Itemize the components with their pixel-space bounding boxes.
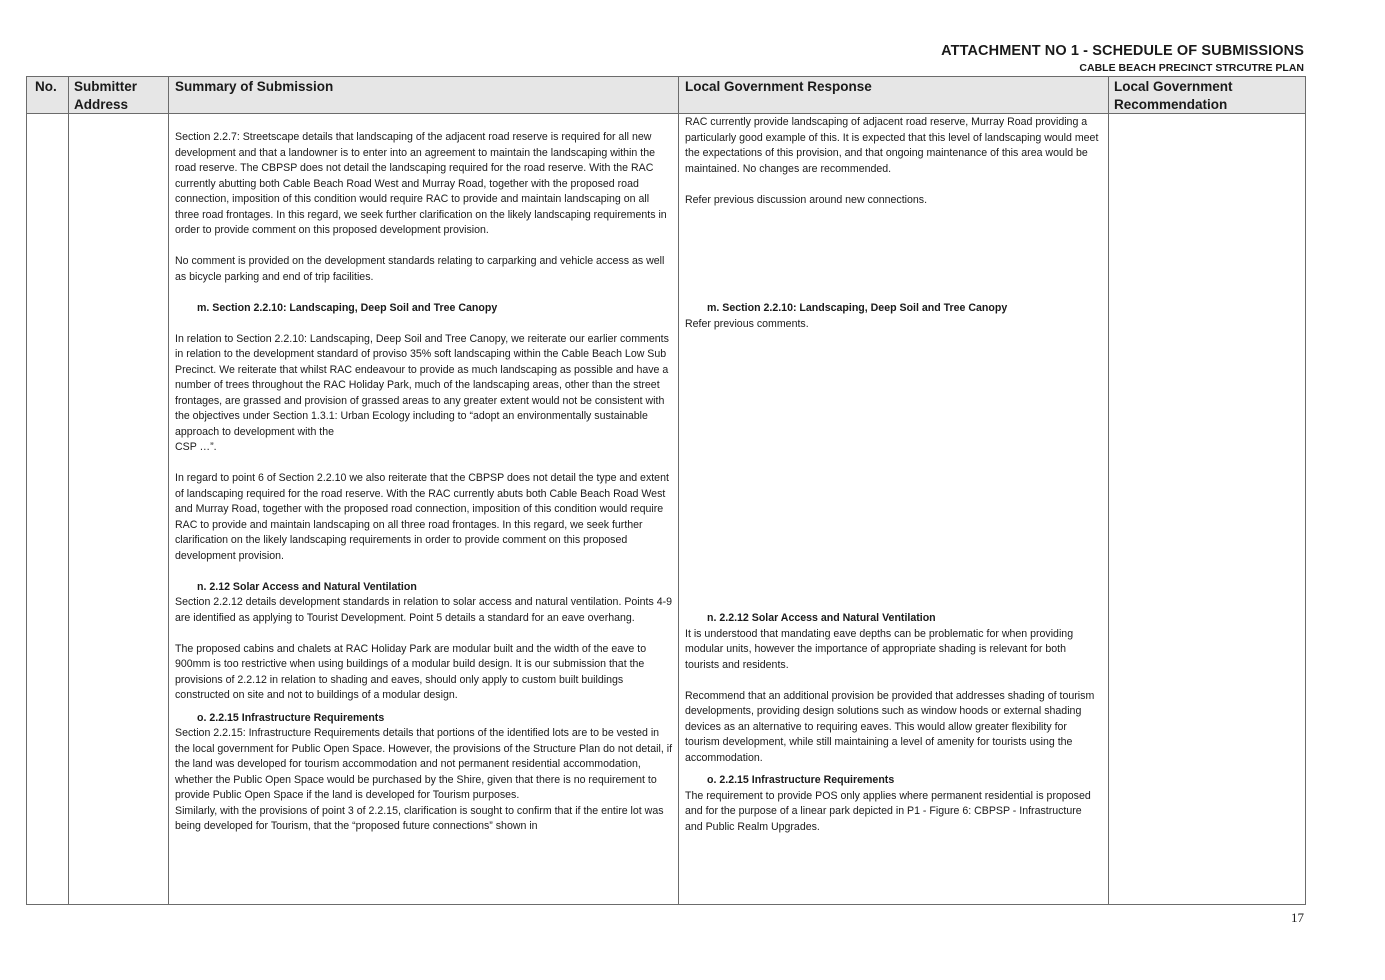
column-divider [68, 76, 69, 905]
plan-subtitle: CABLE BEACH PRECINCT STRCUTRE PLAN [1079, 62, 1304, 74]
summary-paragraph: In relation to Section 2.2.10: Landscaping, Deep Soil and Tree Canopy, we reiterate our earlier comments in relation to the development standard of proviso 35% soft landscaping within the Cable Beach Low Sub Precinct. We reiterate that whilst RAC endeavour to provide as much landscaping as possible and have a number of trees throughout the RAC Holiday Park, much of the landscaping areas, other than the street frontages, are grassed and provision of grassed areas to any greater extent would not be consistent with the objectives under Section 1.3.1: Urban Ecology including to “adopt an environmentally sustainable approach to development with the [175, 332, 669, 438]
summary-column [175, 130, 673, 835]
response-subheading: o. 2.2.15 Infrastructure Requirements [707, 774, 895, 786]
summary-paragraph: Section 2.2.12 details development standards in relation to solar access and natural ventilation. Points 4-9 are identified as applying to Tourist Development. Point 5 details a standard for an eave overhang. [175, 596, 673, 624]
table-right-border [1305, 76, 1306, 905]
summary-subheading: o. 2.2.15 Infrastructure Requirements [197, 711, 385, 724]
summary-subheading: m. Section 2.2.10: Landscaping, Deep Soil and Tree Canopy [197, 301, 498, 314]
summary-paragraph: Section 2.2.7: Streetscape details that landscaping of the adjacent road reserve is required for all new development and that a landowner is to enter into an agreement to maintain the landscaping within the road reserve. The CBPSP does not detail the landscaping required for the road reserve. With the RAC currently abutting both Cable Beach Road West and Murray Road, together with the proposed road connection, imposition of this condition would require RAC to provide and maintain landscaping on all three road frontages. In this regard, we seek further clarification on the likely landscaping requirements in order to provide comment on this proposed development provision. [175, 131, 667, 236]
summary-paragraph: In regard to point 6 of Section 2.2.10 we also reiterate that the CBPSP does not detail the type and extent of landscaping required for the road reserve. With the RAC currently abuts both Cable Beach Road West and Murray Road, together with the proposed road connection, imposition of this condition would require RAC to provide and maintain landscaping on all three road frontages. In this regard, we seek further clarification on the likely landscaping requirements in order to provide comment on this proposed development provision. [175, 472, 669, 562]
summary-paragraph: Similarly, with the provisions of point 3 of 2.2.15, clarification is sought to confirm that if the entire lot was being developed for Tourism, that the “proposed future connections” shown in [175, 804, 664, 832]
response-paragraph: Recommend that an additional provision be provided that addresses shading of tourism developments, providing design solutions such as window hoods or external shading devices as an alternative to requiring eaves. This would allow greater flexibility for tourism development, while still maintaining a level of amenity for tourists using the accommodation. [685, 689, 1095, 764]
submissions-table [26, 76, 1306, 905]
column-header-no: No. [35, 79, 57, 94]
column-divider [678, 76, 679, 905]
column-header-response: Local Government Response [685, 79, 872, 94]
column-divider [1108, 76, 1109, 905]
column-header-recommendation: Local Government Recommendation [1114, 79, 1233, 112]
summary-paragraph: Section 2.2.15: Infrastructure Requirements details that portions of the identified lots are to be vested in the local government for Public Open Space. However, the provisions of the Structure Plan do not detail, if the land was developed for tourism accommodation and not permanent residential accommodation, whether the Public Open Space would be purchased by the Shire, given that there is no requirement to provide Public Open Space if the land is developed for Tourism purposes. [175, 727, 673, 801]
response-paragraph: Refer previous comments. [685, 317, 809, 330]
summary-subheading: n. 2.12 Solar Access and Natural Ventilation [197, 580, 417, 593]
column-header-summary: Summary of Submission [175, 79, 334, 94]
response-paragraph: Refer previous discussion around new connections. [685, 193, 928, 206]
response-column-lower [685, 611, 1100, 835]
response-paragraph: RAC currently provide landscaping of adjacent road reserve, Murray Road providing a particularly good example of this. It is expected that this level of landscaping would meet the expectations of this provision, and that ongoing maintenance of this area would be maintained. No changes are recommended. [685, 116, 1099, 175]
table-bottom-border [26, 904, 1306, 905]
response-subheading: m. Section 2.2.10: Landscaping, Deep Soil and Tree Canopy [707, 302, 1008, 314]
summary-paragraph: CSP …”. [175, 441, 217, 453]
page-number: 17 [1291, 910, 1304, 925]
attachment-title: ATTACHMENT NO 1 - SCHEDULE OF SUBMISSIONS [941, 43, 1304, 59]
response-column [685, 115, 1100, 332]
summary-paragraph: No comment is provided on the development standards relating to carparking and vehicle access as well as bicycle parking and end of trip facilities. [175, 255, 665, 283]
summary-paragraph: The proposed cabins and chalets at RAC Holiday Park are modular built and the width of the eave to 900mm is too restrictive when using buildings of a modular build design. It is our submission that the provisions of 2.2.12 in relation to shading and eaves, should only apply to custom built buildings constructed on site and not to buildings of a modular design. [175, 642, 647, 701]
response-paragraph: The requirement to provide POS only applies where permanent residential is proposed and for the purpose of a linear park depicted in P1 - Figure 6: CBPSP - Infrastructure and Public Realm Upgrades. [685, 789, 1091, 833]
response-subheading: n. 2.2.12 Solar Access and Natural Ventilation [707, 612, 936, 624]
column-header-submitter-address: Submitter Address [74, 79, 138, 112]
table-top-border [26, 76, 1306, 77]
response-paragraph: It is understood that mandating eave depths can be problematic for when providing modular units, however the importance of appropriate shading is relevant for both tourists and residents. [685, 627, 1074, 671]
column-divider [168, 76, 169, 905]
table-left-border [26, 76, 27, 905]
